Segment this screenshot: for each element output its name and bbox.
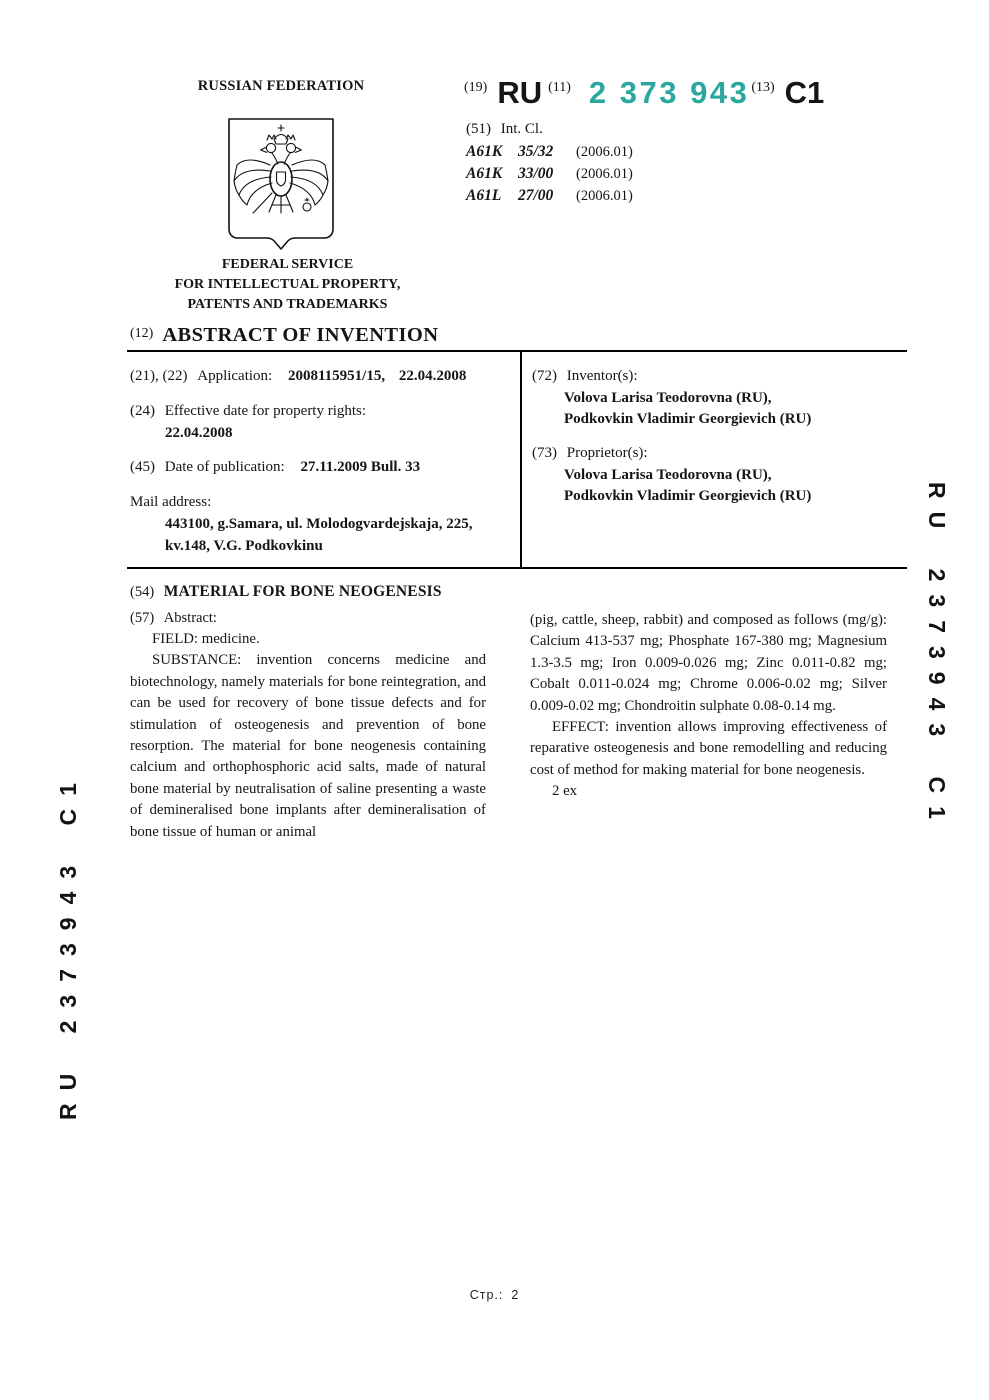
country-code: RU [497, 75, 543, 110]
proprietors-heading [532, 445, 648, 462]
footer-label: Стр.: [469, 1288, 504, 1302]
footer-page-number: 2 [511, 1288, 520, 1302]
effective-date-label: Effective date for property rights: [164, 403, 367, 419]
proprietors-label: Proprietor(s): [566, 445, 648, 461]
ipc-list [466, 141, 633, 207]
kind-code: C1 [784, 75, 825, 110]
ipc-version: (2006.01) [576, 166, 633, 182]
inid-57: (57) [130, 610, 155, 626]
proprietor-name: Volova Larisa Teodorovna (RU), [564, 467, 772, 483]
abstract-field: FIELD: medicine. [152, 631, 260, 647]
publication-date-label: Date of publication: [164, 459, 285, 475]
ipc-class: A61K [466, 165, 503, 182]
ipc-item [466, 163, 633, 185]
page-title: ABSTRACT OF INVENTION [162, 324, 439, 346]
application-label: Application: [197, 368, 273, 384]
application-date: 22.04.2008 [398, 368, 467, 384]
proprietor-name: Podkovkin Vladimir Georgievich (RU) [564, 488, 812, 504]
effective-date-row [130, 403, 366, 420]
mail-address-line: kv.148, V.G. Podkovkinu [165, 538, 323, 554]
abstract-continuation: (pig, cattle, sheep, rabbit) and composed as follows (mg/g): Calcium 413-537 mg; Phosphate 167-380 mg; Magnesium 1.3-3.5 mg; Iron 0.009-0.026 mg; Zinc 0.011-0.82 mg; Cobalt 0.011-0.024 mg; Chrome 0.006-0.02 mg; Silver 0.009-0.02 mg; Chondroitin sulphate 0.08-0.14 mg. [530, 612, 887, 714]
ipc-label: Int. Cl. [500, 121, 543, 137]
ipc-class: A61L [466, 187, 502, 204]
application-row [130, 368, 466, 385]
ipc-version: (2006.01) [576, 188, 633, 204]
inventors-heading [532, 368, 638, 385]
inid-45: (45) [130, 459, 155, 475]
inid-12: (12) [130, 326, 154, 341]
inid-11: (11) [548, 80, 571, 95]
abstract-column-right [530, 610, 887, 803]
document-type-title [130, 324, 438, 347]
ipc-version: (2006.01) [576, 144, 633, 160]
sidebar-patent-number-left: RU 2373943 C1 [55, 770, 81, 1120]
inid-72: (72) [532, 368, 557, 384]
inid-13: (13) [751, 80, 775, 95]
ipc-group: 33/00 [518, 165, 554, 182]
publication-date-row [130, 459, 420, 476]
publication-number-row [464, 76, 824, 110]
publication-number: 2 373 943 [588, 75, 750, 110]
inventor-name: Volova Larisa Teodorovna (RU), [564, 390, 772, 406]
inventors-label: Inventor(s): [566, 368, 638, 384]
office-line: PATENTS AND TRADEMARKS [187, 297, 388, 312]
inid-54: (54) [130, 584, 155, 600]
inventor-name: Podkovkin Vladimir Georgievich (RU) [564, 411, 812, 427]
publication-date-value: 27.11.2009 Bull. 33 [300, 459, 421, 475]
bibliographic-table [127, 350, 907, 569]
mail-address-label: Mail address: [130, 494, 212, 510]
abstract-column-left [130, 629, 486, 843]
invention-title-row [130, 583, 442, 601]
ipc-heading [466, 121, 543, 138]
double-headed-eagle-icon [225, 115, 337, 251]
inid-51: (51) [466, 121, 491, 137]
abstract-label: Abstract: [163, 610, 217, 626]
inid-21-22: (21), (22) [130, 368, 188, 384]
ipc-item [466, 141, 633, 163]
sidebar-patent-number-right: RU 2373943 C1 [924, 482, 950, 832]
country-name: RUSSIAN FEDERATION [197, 78, 365, 94]
inid-24: (24) [130, 403, 155, 419]
ipc-group: 27/00 [518, 187, 554, 204]
application-number: 2008115951/15, [287, 368, 386, 384]
office-line: FOR INTELLECTUAL PROPERTY, [174, 277, 401, 292]
ipc-item [466, 185, 633, 207]
office-line: FEDERAL SERVICE [221, 257, 354, 272]
mail-address-line: 443100, g.Samara, ul. Molodogvardejskaja, 225, [165, 516, 473, 532]
coat-of-arms [225, 115, 337, 256]
abstract-substance: SUBSTANCE: invention concerns medicine and biotechnology, namely materials for bone reintegration, and can be used for recovery of bone tissue defects and for stimulation of osteogenesis and prevention of bone resorption. The material for bone neogenesis containing calcium and orthophosphoric acid salts, made of natural bone material by neutralisation of saline presenting a waste of demineralised bone implants after demineralisation of bone tissue of human or animal [130, 652, 486, 840]
abstract-heading [130, 610, 217, 627]
column-divider [520, 352, 522, 567]
inid-19: (19) [464, 80, 488, 95]
ipc-group: 35/32 [518, 143, 554, 160]
inid-73: (73) [532, 445, 557, 461]
effective-date-value: 22.04.2008 [165, 425, 233, 441]
invention-title: MATERIAL FOR BONE NEOGENESIS [163, 583, 442, 600]
page-footer [0, 1288, 989, 1302]
issuing-office [170, 255, 405, 315]
ipc-class: A61K [466, 143, 503, 160]
abstract-examples: 2 ex [552, 783, 578, 800]
abstract-effect: EFFECT: invention allows improving effectiveness of reparative osteogenesis and bone remodelling and reducing cost of method for making material for bone neogenesis. [530, 719, 887, 778]
